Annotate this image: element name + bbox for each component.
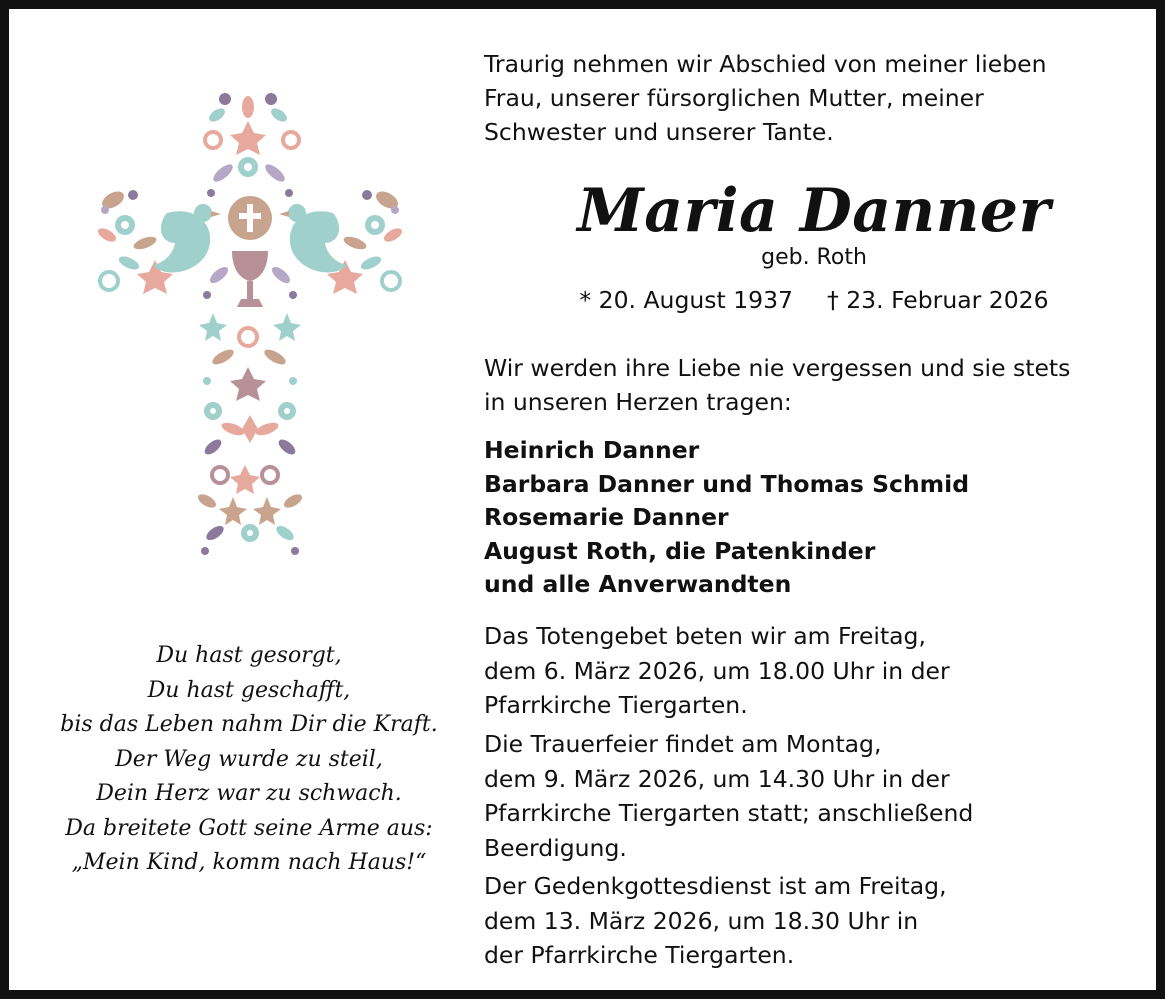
maiden-name: geb. Roth: [761, 245, 867, 270]
floral-cross-icon: [95, 85, 405, 559]
love-text: [484, 351, 1070, 419]
poem-line: Du hast gesorgt,: [156, 643, 342, 668]
poem-line: Du hast geschafft,: [147, 677, 351, 703]
birth-date: * 20. August 1937: [579, 286, 793, 314]
funeral-line: Die Trauerfeier findet am Montag,: [484, 730, 882, 758]
prayer-info: [484, 619, 950, 723]
poem-line: Dein Herz war zu schwach.: [96, 781, 402, 806]
poem-line: Da breitete Gott seine Arme aus:: [65, 815, 433, 841]
intro-text: [484, 47, 1047, 149]
cross-left-arm-pattern: [96, 188, 173, 294]
funeral-info: [484, 727, 973, 865]
poem: [29, 639, 469, 881]
life-dates: [484, 283, 1144, 317]
death-date: † 23. Februar 2026: [827, 286, 1049, 314]
memorial-line: dem 13. März 2026, um 18.30 Uhr in: [484, 906, 919, 935]
prayer-line: dem 6. März 2026, um 18.00 Uhr in der: [484, 656, 950, 685]
mourners-list: [484, 434, 969, 602]
love-line: in unseren Herzen tragen:: [484, 388, 792, 416]
mourner: August Roth, die Patenkinder: [484, 536, 876, 565]
love-line: Wir werden ihre Liebe nie vergessen und sie stets: [484, 354, 1071, 382]
poem-line: „Mein Kind, komm nach Haus!“: [71, 850, 427, 875]
memorial-line: Der Gedenkgottesdienst ist am Freitag,: [484, 872, 947, 900]
cross-lower-pattern: [196, 264, 304, 555]
prayer-line: Das Totengebet beten wir am Freitag,: [484, 622, 926, 650]
mourner: Barbara Danner und Thomas Schmid: [484, 469, 970, 498]
memorial-line: der Pfarrkirche Tiergarten.: [484, 941, 795, 969]
dove-left-icon: [153, 204, 221, 272]
host-cross-icon: [228, 196, 272, 240]
deceased-name: Maria Danner: [577, 176, 1051, 246]
memorial-info: [484, 869, 947, 973]
funeral-line: Pfarrkirche Tiergarten statt; anschließend: [484, 799, 974, 827]
cross-vertical-pattern: [205, 93, 299, 197]
chalice-icon: [232, 251, 268, 307]
funeral-line: Beerdigung.: [484, 833, 627, 862]
funeral-line: dem 9. März 2026, um 14.30 Uhr in der: [484, 764, 950, 793]
poem-line: bis das Leben nahm Dir die Kraft.: [60, 712, 438, 737]
dove-right-icon: [279, 204, 347, 272]
intro-line: Schwester und unserer Tante.: [484, 118, 834, 146]
prayer-line: Pfarrkirche Tiergarten.: [484, 691, 748, 719]
mourner: und alle Anverwandten: [484, 570, 792, 598]
intro-line: Traurig nehmen wir Abschied von meiner lieben: [484, 50, 1047, 78]
cross-right-arm-pattern: [327, 188, 404, 294]
mourner: Rosemarie Danner: [484, 503, 729, 531]
intro-line: Frau, unserer fürsorglichen Mutter, meiner: [484, 84, 984, 112]
mourner: Heinrich Danner: [484, 436, 700, 464]
poem-line: Der Weg wurde zu steil,: [115, 746, 383, 772]
